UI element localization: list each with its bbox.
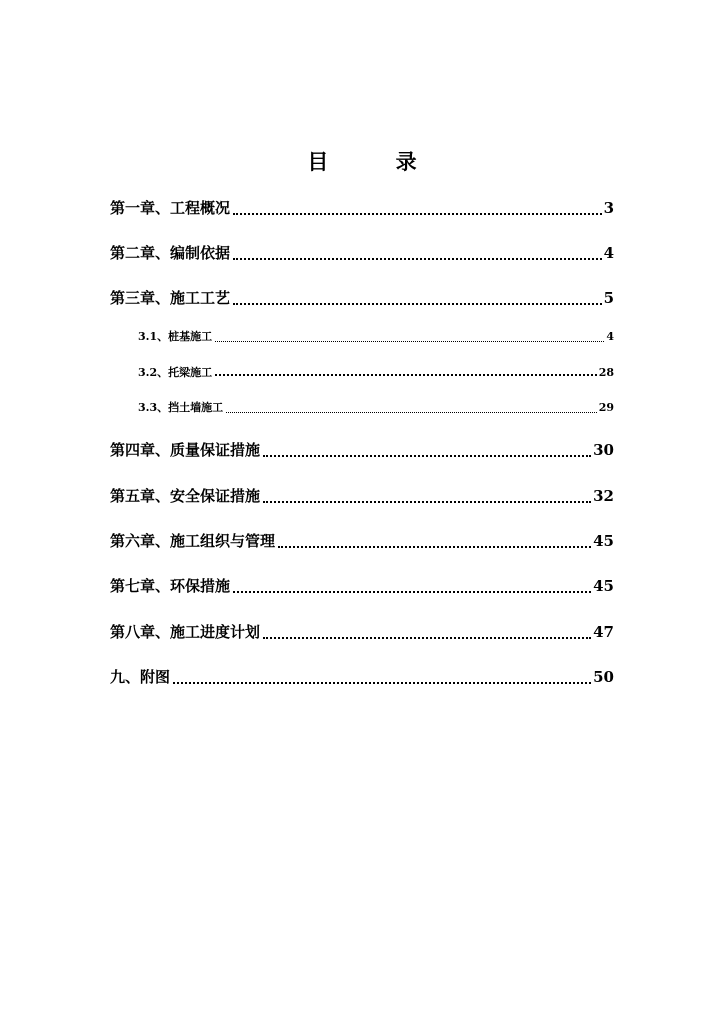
toc-entry-label: 第二章、编制依据 [110,244,231,262]
toc-leader-dots [226,412,597,413]
toc-leader-dots [233,303,602,305]
toc-page-number: 5 [603,289,614,307]
toc-leader-dots [233,258,602,260]
toc-entry-label: 第四章、质量保证措施 [110,441,261,459]
toc-page-number: 3 [603,199,614,217]
toc-page-number: 47 [593,623,614,641]
toc-leader-dots [263,501,591,503]
toc-leader-dots [263,455,591,457]
toc-entry-label: 3.2、托梁施工 [138,366,213,379]
toc-page-number: 50 [593,668,614,686]
toc-entry-chapter-1[interactable] [110,197,614,218]
toc-leader-dots [215,374,597,376]
toc-page-number: 29 [598,401,614,414]
toc-entry-section-3-3[interactable] [138,399,614,415]
toc-entry-section-3-2[interactable] [138,364,614,380]
toc-entry-chapter-4[interactable] [110,439,614,460]
toc-entry-label: 第三章、施工工艺 [110,289,231,307]
toc-entry-section-3-1[interactable] [138,328,614,344]
toc-entry-label: 第一章、工程概况 [110,199,231,217]
toc-title: 目 录 [307,149,447,174]
toc-leader-dots [263,637,591,639]
toc-entry-chapter-5[interactable] [110,485,614,506]
toc-page-number: 28 [598,366,614,379]
toc-page-number: 45 [593,577,614,595]
toc-leader-dots [173,682,591,684]
toc-page-number: 4 [603,244,614,262]
toc-page-number: 32 [593,487,614,505]
toc-entry-chapter-6[interactable] [110,530,614,551]
toc-entry-label: 第八章、施工进度计划 [110,623,261,641]
toc-entry-label: 九、附图 [110,668,171,686]
toc-entry-label: 第五章、安全保证措施 [110,487,261,505]
toc-page-number: 30 [593,441,614,459]
toc-leader-dots [233,213,602,215]
toc-leader-dots [278,546,591,548]
toc-leader-dots [233,591,591,593]
toc-entry-label: 3.1、桩基施工 [138,330,213,343]
toc-page-number: 4 [606,330,614,343]
toc-entry-appendix[interactable] [110,666,614,687]
toc-entry-chapter-3[interactable] [110,287,614,308]
toc-leader-dots [215,341,604,342]
toc-entry-label: 第七章、环保措施 [110,577,231,595]
toc-entry-chapter-2[interactable] [110,242,614,263]
toc-entry-label: 3.3、挡土墙施工 [138,401,224,414]
toc-entry-chapter-7[interactable] [110,575,614,596]
toc-entry-label: 第六章、施工组织与管理 [110,532,276,550]
toc-page-number: 45 [593,532,614,550]
toc-entry-chapter-8[interactable] [110,621,614,642]
